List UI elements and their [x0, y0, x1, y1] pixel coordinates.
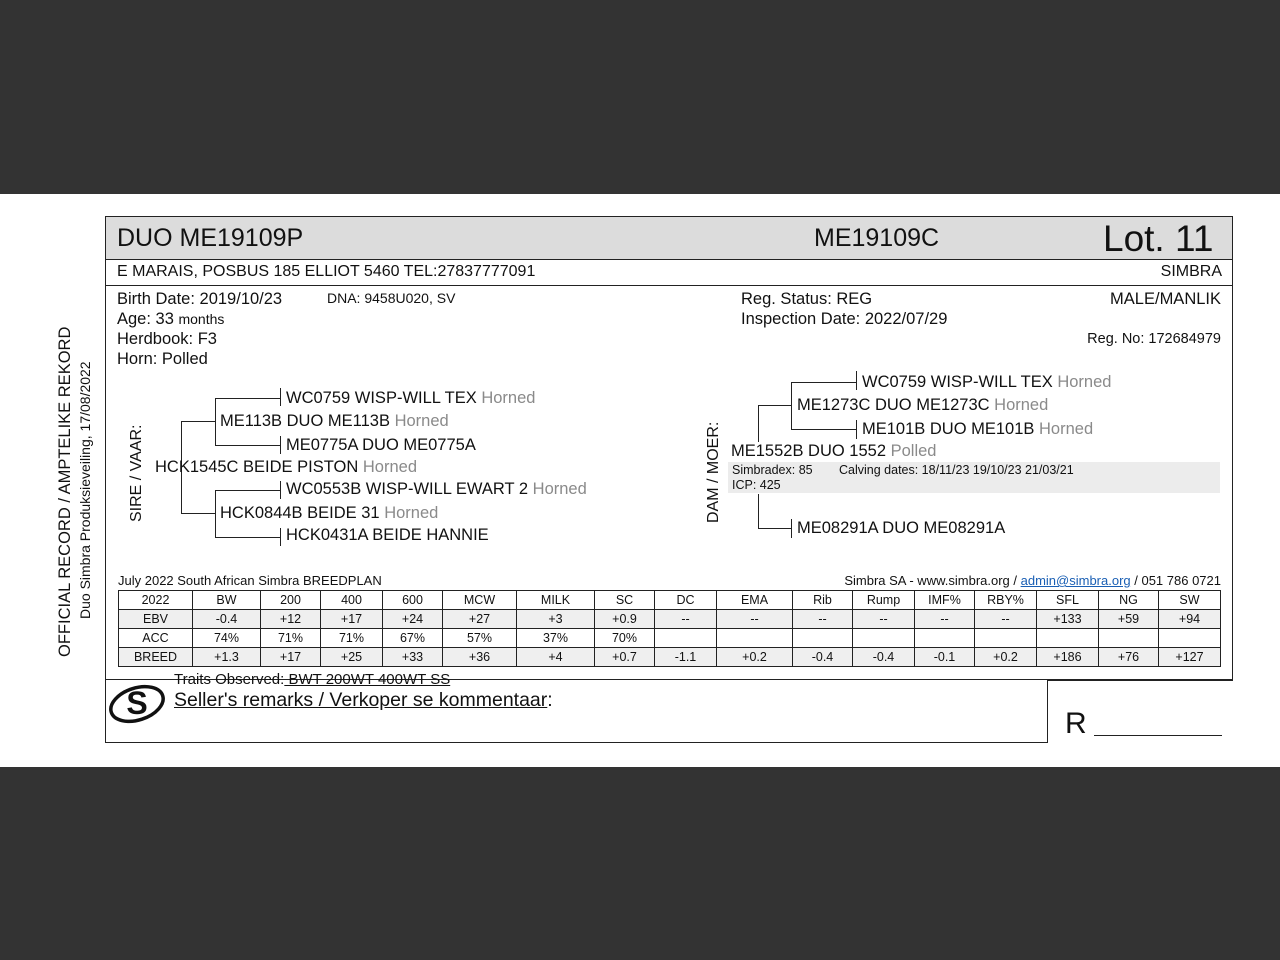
table-header: RBY%: [975, 591, 1037, 610]
sire-sire-sire: WC0759 WISP-WILL TEX Horned: [286, 389, 536, 407]
table-cell: -0.4: [193, 610, 261, 629]
dam-label: DAM / MOER:: [705, 421, 722, 523]
table-cell: +133: [1037, 610, 1099, 629]
table-cell: +1.3: [193, 648, 261, 667]
ebv-table: [118, 590, 1221, 667]
table-cell: [1099, 629, 1159, 648]
table-cell: 74%: [193, 629, 261, 648]
table-cell: [793, 629, 853, 648]
lot-number: Lot. 11: [1103, 218, 1214, 259]
sire-label: SIRE / VAAR:: [128, 424, 145, 522]
sale-name-label: Duo Simbra Produksieveiling, 17/08/2022: [77, 361, 93, 619]
email-link[interactable]: admin@simbra.org: [1020, 573, 1131, 588]
table-cell: +0.9: [595, 610, 655, 629]
acc-row: [119, 629, 1221, 648]
official-record-label: OFFICIAL RECORD / AMPTELIKE REKORD: [56, 326, 74, 657]
table-cell: +27: [443, 610, 517, 629]
table-cell: +127: [1159, 648, 1221, 667]
table-header: 2022: [119, 591, 193, 610]
ebv-header-row: [119, 591, 1221, 610]
table-cell: --: [717, 610, 793, 629]
table-header: 200: [261, 591, 321, 610]
table-header: SW: [1159, 591, 1221, 610]
sire-dam-sire: WC0553B WISP-WILL EWART 2 Horned: [286, 480, 587, 498]
sire: HCK1545C BEIDE PISTON Horned: [155, 458, 417, 476]
table-cell: --: [915, 610, 975, 629]
card-header: [105, 216, 1233, 260]
table-cell: [975, 629, 1037, 648]
calving-dates: Calving dates: 18/11/23 19/10/23 21/03/21: [839, 463, 1074, 477]
table-cell: +17: [321, 610, 383, 629]
table-header: IMF%: [915, 591, 975, 610]
table-cell: -0.4: [853, 648, 915, 667]
table-cell: +25: [321, 648, 383, 667]
herdbook: Herdbook: F3: [117, 330, 217, 348]
table-cell: +186: [1037, 648, 1099, 667]
sire-sire: ME113B DUO ME113B Horned: [220, 412, 449, 430]
logo-letter: S: [126, 685, 148, 721]
dam-sire-dam: ME101B DUO ME101B Horned: [862, 420, 1094, 438]
table-header: 400: [321, 591, 383, 610]
table-cell: 70%: [595, 629, 655, 648]
table-cell: +4: [517, 648, 595, 667]
table-header: BW: [193, 591, 261, 610]
breeder-row: [105, 260, 1233, 286]
table-header: Rump: [853, 591, 915, 610]
breed-row: [119, 648, 1221, 667]
table-header: EMA: [717, 591, 793, 610]
table-header: MILK: [517, 591, 595, 610]
dna-info: DNA: 9458U020, SV: [327, 290, 456, 306]
breedplan-title: July 2022 South African Simbra BREEDPLAN: [118, 573, 382, 588]
table-cell: -0.4: [793, 648, 853, 667]
sex: MALE/MANLIK: [1110, 290, 1221, 308]
icp: ICP: 425: [732, 478, 781, 492]
table-header: 600: [383, 591, 443, 610]
age: Age: 33 months: [117, 310, 225, 328]
table-cell: -0.1: [915, 648, 975, 667]
ebv-row: [119, 610, 1221, 629]
table-cell: +94: [1159, 610, 1221, 629]
table-cell: --: [793, 610, 853, 629]
table-header: NG: [1099, 591, 1159, 610]
table-cell: +59: [1099, 610, 1159, 629]
table-cell: +36: [443, 648, 517, 667]
reg-status: Reg. Status: REG: [741, 290, 873, 308]
table-cell: +3: [517, 610, 595, 629]
reg-number: Reg. No: 172684979: [1087, 331, 1221, 347]
table-cell: +0.2: [717, 648, 793, 667]
table-cell: EBV: [119, 610, 193, 629]
table-cell: +17: [261, 648, 321, 667]
table-header: SFL: [1037, 591, 1099, 610]
table-cell: [655, 629, 717, 648]
sire-dam: HCK0844B BEIDE 31 Horned: [220, 504, 439, 522]
dam-dam: ME08291A DUO ME08291A: [797, 519, 1006, 537]
price-prefix: R: [1065, 707, 1087, 740]
sire-dam-dam: HCK0431A BEIDE HANNIE: [286, 526, 489, 544]
table-header: DC: [655, 591, 717, 610]
table-cell: [853, 629, 915, 648]
table-cell: 71%: [321, 629, 383, 648]
table-cell: +0.7: [595, 648, 655, 667]
table-cell: --: [853, 610, 915, 629]
table-cell: 57%: [443, 629, 517, 648]
table-cell: +12: [261, 610, 321, 629]
table-cell: 67%: [383, 629, 443, 648]
dam-sire-sire: WC0759 WISP-WILL TEX Horned: [862, 373, 1112, 391]
table-cell: 37%: [517, 629, 595, 648]
breed-name: SIMBRA: [1160, 263, 1222, 280]
table-cell: --: [655, 610, 717, 629]
simbradex: Simbradex: 85: [732, 463, 813, 477]
table-cell: ACC: [119, 629, 193, 648]
animal-code: ME19109C: [814, 224, 940, 252]
table-cell: BREED: [119, 648, 193, 667]
horn-status: Horn: Polled: [117, 350, 208, 368]
table-cell: +33: [383, 648, 443, 667]
seller-remarks-label: Seller's remarks / Verkoper se kommentaar:: [174, 689, 553, 711]
table-cell: -1.1: [655, 648, 717, 667]
birth-date: Birth Date: 2019/10/23: [117, 290, 283, 308]
table-header: MCW: [443, 591, 517, 610]
table-header: Rib: [793, 591, 853, 610]
table-cell: +24: [383, 610, 443, 629]
dam-sire: ME1273C DUO ME1273C Horned: [797, 396, 1049, 414]
simbra-logo-icon: [106, 678, 168, 728]
table-cell: +0.2: [975, 648, 1037, 667]
table-cell: --: [975, 610, 1037, 629]
table-header: SC: [595, 591, 655, 610]
breeder-address: E MARAIS, POSBUS 185 ELLIOT 5460 TEL:27837777091: [117, 263, 536, 280]
table-cell: 71%: [261, 629, 321, 648]
table-cell: [1159, 629, 1221, 648]
animal-name: DUO ME19109P: [117, 224, 304, 252]
price-input-line[interactable]: [1094, 735, 1222, 736]
table-cell: [915, 629, 975, 648]
inspection-date: Inspection Date: 2022/07/29: [741, 310, 948, 328]
sire-sire-dam: ME0775A DUO ME0775A: [286, 436, 476, 454]
table-cell: [717, 629, 793, 648]
breedplan-contact: Simbra SA - www.simbra.org / admin@simbra.org / 051 786 0721: [844, 573, 1221, 588]
table-cell: [1037, 629, 1099, 648]
table-cell: +76: [1099, 648, 1159, 667]
dam: ME1552B DUO 1552 Polled: [731, 442, 937, 460]
traits-observed: Traits Observed: BWT 200WT 400WT SS: [174, 671, 451, 688]
